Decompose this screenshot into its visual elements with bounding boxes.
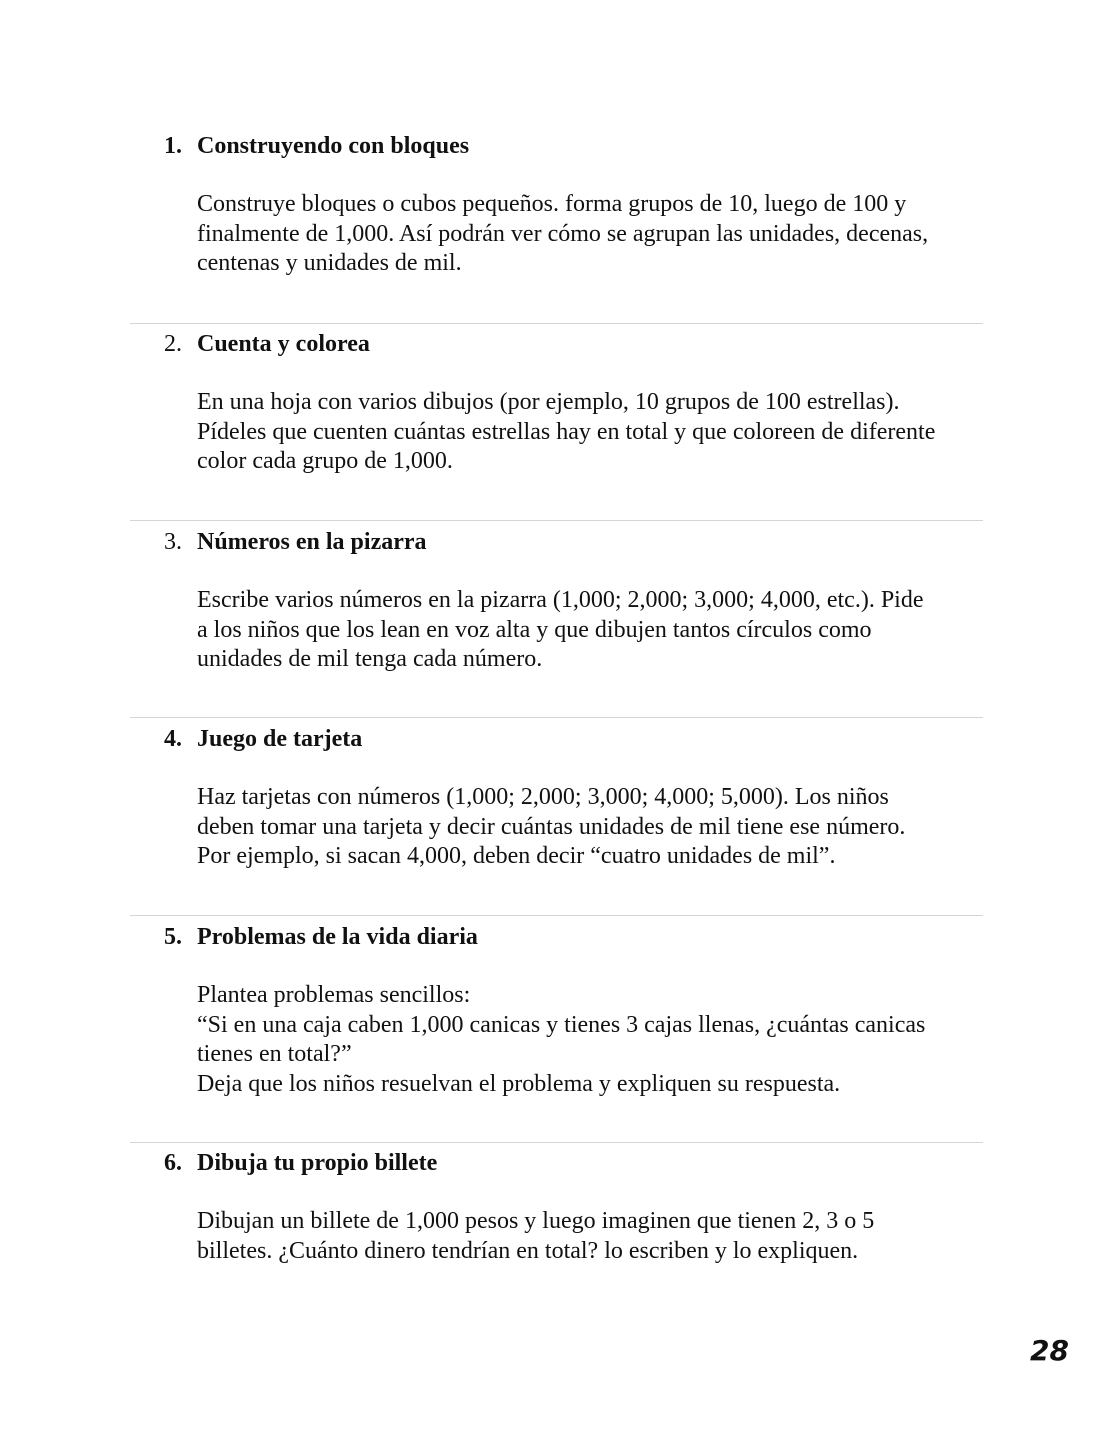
activity-number: 2. — [164, 331, 182, 357]
description-line: tienes en total?” — [197, 1041, 352, 1067]
page-number: 28 — [1030, 1334, 1069, 1367]
section-divider — [130, 717, 983, 718]
activity-heading — [164, 131, 469, 161]
description-line: unidades de mil tenga cada número. — [197, 646, 543, 672]
activity-number: 6. — [164, 1150, 182, 1176]
section-divider — [130, 323, 983, 324]
description-line: Construye bloques o cubos pequeños. forma grupos de 10, luego de 100 y — [197, 191, 907, 217]
description-line: En una hoja con varios dibujos (por ejemplo, 10 grupos de 100 estrellas). — [197, 389, 900, 415]
activity-number: 5. — [164, 924, 182, 950]
activity-description — [197, 783, 997, 872]
description-line: billetes. ¿Cuánto dinero tendrían en total? lo escriben y lo expliquen. — [197, 1237, 859, 1264]
activity-title: Dibuja tu propio billete — [197, 1150, 438, 1176]
description-line: Plantea problemas sencillos: — [197, 982, 471, 1008]
activity-number: 3. — [164, 529, 182, 555]
description-line: color cada grupo de 1,000. — [197, 448, 453, 474]
section-divider — [130, 520, 983, 521]
activity-number: 4. — [164, 726, 182, 752]
description-line: Pídeles que cuenten cuántas estrellas hay en total y que coloreen de diferente — [197, 418, 936, 445]
description-line: a los niños que los lean en voz alta y que dibujen tantos círculos como — [197, 616, 872, 643]
activity-title: Números en la pizarra — [197, 529, 427, 555]
activity-number: 1. — [164, 133, 182, 159]
activity-description — [197, 388, 997, 477]
activity-title: Construyendo con bloques — [197, 133, 470, 159]
description-line: Dibujan un billete de 1,000 pesos y luego imaginen que tienen 2, 3 o 5 — [197, 1208, 875, 1234]
description-line: Escribe varios números en la pizarra (1,000; 2,000; 3,000; 4,000, etc.). Pide — [197, 587, 924, 613]
section-divider — [130, 915, 983, 916]
description-line: centenas y unidades de mil. — [197, 250, 462, 276]
activity-description — [197, 190, 997, 279]
activity-heading — [164, 329, 370, 359]
activity-heading — [164, 724, 362, 754]
activity-title: Problemas de la vida diaria — [197, 924, 478, 950]
activity-heading — [164, 527, 427, 557]
activity-title: Juego de tarjeta — [197, 726, 363, 752]
activity-heading — [164, 1148, 437, 1178]
description-line: finalmente de 1,000. Así podrán ver cómo se agrupan las unidades, decenas, — [197, 220, 929, 247]
activity-description — [197, 586, 997, 675]
description-line: Haz tarjetas con números (1,000; 2,000; 3,000; 4,000; 5,000). Los niños — [197, 784, 889, 810]
activity-heading — [164, 922, 478, 952]
activity-title: Cuenta y colorea — [197, 331, 370, 357]
description-line: Deja que los niños resuelvan el problema y expliquen su respuesta. — [197, 1070, 841, 1097]
activity-description — [197, 1207, 997, 1266]
description-line: Por ejemplo, si sacan 4,000, deben decir “cuatro unidades de mil”. — [197, 843, 836, 869]
section-divider — [130, 1142, 983, 1143]
description-line: “Si en una caja caben 1,000 canicas y tienes 3 cajas llenas, ¿cuántas canicas — [197, 1011, 926, 1038]
activity-description — [197, 981, 997, 1099]
description-line: deben tomar una tarjeta y decir cuántas unidades de mil tiene ese número. — [197, 813, 906, 840]
